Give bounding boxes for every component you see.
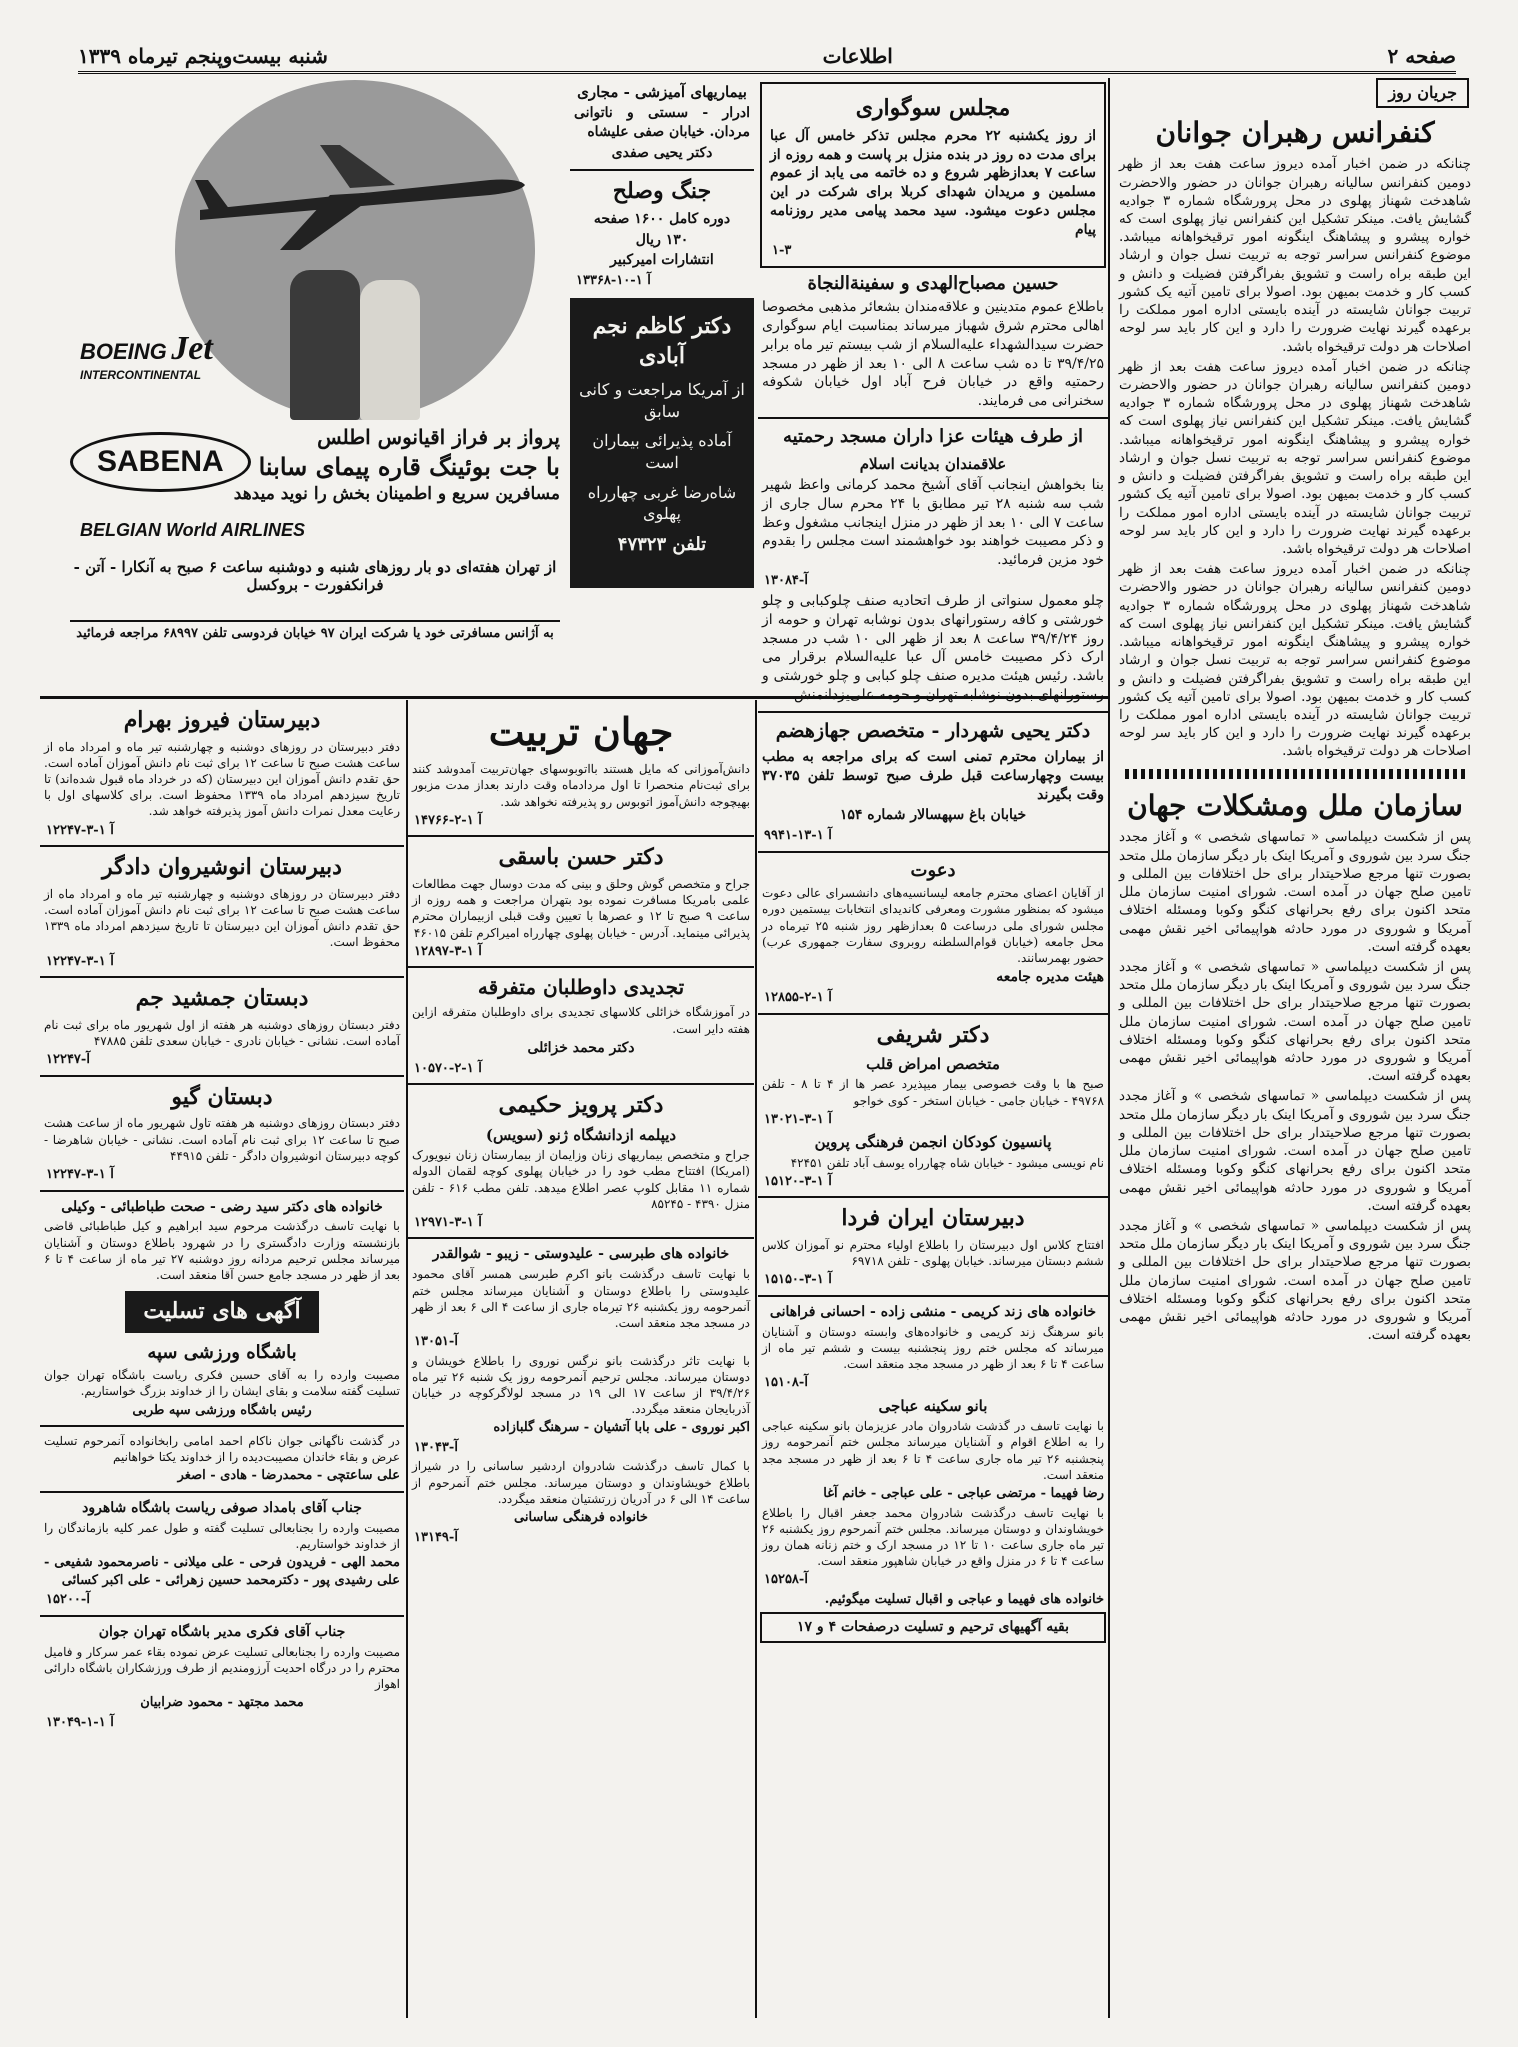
book-body: دوره کامل ۱۶۰۰ صفحه bbox=[593, 210, 731, 227]
notice-body: با نهایت تاسف درگذشت مرحوم سید ابراهیم و کیل طباطبائی قاضی بازنشسته وزارت دادگستری را در شهرود باطلاع دوستان و آشنایان میرساند مجلس ترحیم مردانه روز دوشنبه ۲۷ تیر ماه از ساعت ۴ تا ۶ بعد از ظهر در مسجد جامع حسن آقا منعقد است. bbox=[44, 1219, 401, 1283]
ad-ref: ۱۲۲۴۷-آ ۱-۳ bbox=[46, 1167, 114, 1183]
ad-ref: ۱۰۵۷۰-آ ۱-۲ bbox=[414, 1060, 482, 1076]
notice-body: مصیبت وارده را بجنابعالی تسلیت عرض نموده بقاء عمر سرکار و فامیل محترم را در درگاه احدیت آرزومندیم از طرف ورزشکاران باشگاه دارائی اهواز bbox=[44, 1644, 401, 1692]
ad-body: نام نویسی میشود - خیابان شاه چهارراه یوسف آباد تلفن ۴۲۴۵۱ bbox=[790, 1155, 1104, 1170]
notice-signer: خانواده فرهنگی ساسانی bbox=[514, 1510, 648, 1526]
notice-title: جناب آقای فکری مدیر باشگاه تهران جوان bbox=[98, 1623, 346, 1640]
notice-title: از طرف هیئات عزا داران مسجد رحمتیه bbox=[782, 426, 1084, 448]
ornament-divider bbox=[1125, 769, 1465, 779]
divider bbox=[40, 1425, 404, 1427]
ad-title: پانسیون کودکان انجمن فرهنگی پروین bbox=[814, 1133, 1052, 1152]
notice-signer: خانواده های فهیما و عباجی و اقبال تسلیت میگوئیم. bbox=[824, 1591, 1104, 1607]
article-body: پس از شکست دیپلماسی « تماسهای شخصی » و آغاز مجدد جنگ سرد بین شوروی و آمریکا اینک بار دیگر سازمان ملل متحد بصورت تنها مرجع صلاحیتدار برای حل اختلافات بین المللی و تامین صلح جهان در آمده است. شورای امنیت سازمان ملل متحد اکنون برای رفع بحرانهای کنگو وکوبا ومسئله اختلاف آمریکا و شوروی در مورد حادثه هواپیمائی اخیر نقش مهمی بعهده گرفته است. bbox=[1119, 829, 1471, 955]
notice-body: با نهایت تاسف درگذشت شادروان محمد جعفر اقبال را باطلاع خویشاوندان و دوستان میرساند. مجلس ختم آنمرحوم روز یکشنبه ۲۶ تیر ماه جاری ساعت ۱۰ تا ۱۲ در مسجد ارک و ختم زنانه همان روز ساعت ۴ تا ۶ در منزل واقع در خیابان شاهپور منعقد است. bbox=[762, 1505, 1104, 1569]
ad-ref: ۱۲۸۹۷-آ ۱-۳ bbox=[414, 943, 482, 959]
notice-body: با نهایت تاسف در گذشت شادروان مادر عزیزمان بانو سکینه عباجی را به اطلاع اقوام و آشنایان میرساند مجلس ختم آنمرحومه روز پنجشنبه ۲۶ تیر ماه جاری ساعت ۴ تا ۶ بعد از ظهر در مسجد مجد منعقد است. bbox=[762, 1419, 1105, 1482]
ad-body: جراح و متخصص گوش وحلق و بینی که مدت دوسال جهت مطالعات علمی بامریکا مسافرت نموده بود بتهران مراجعت و همه روزه از ساعت ۹ صبح تا ۱۲ و عصرها با تعیین وقت قبلی ازبیماران محترم پذیرائی مینماید. آدرس - خیابان پهلوی چهارراه امیراکرم تلفن ۴۶۰۱۵ bbox=[412, 877, 750, 940]
divider bbox=[758, 851, 1108, 853]
ad-body: دانش‌آموزانی که مایل هستند بااتوبوسهای جهان‌تربیت آمدوشد کنند برای ثبت‌نام منحصرا تا اول مردادماه وقت دارند بعداز مدت مزبور بهیچوجه دانش‌آموز اتوبوس رو پذیرفته نخواهد شد. bbox=[412, 762, 750, 809]
ad-line: شاه‌رضا غربی چهارراه پهلوی bbox=[587, 482, 737, 524]
notice-signer: هیئت مدیره جامعه bbox=[996, 969, 1104, 986]
ad-subtitle: دیپلمه ازدانشگاه ژنو (سویس) bbox=[485, 1125, 677, 1144]
column-2 bbox=[758, 78, 1108, 2013]
notice-body: مصیبت وارده را بجنابعالی تسلیت گفته و طول عمر کلیه بازماندگان را از خداوند خواستاریم. bbox=[44, 1520, 400, 1552]
section-label: جریان روز bbox=[1376, 78, 1469, 108]
ad-ref: ۹۹۴۱-آ ۱-۱۳ bbox=[764, 828, 832, 844]
ad-line: از آمریکا مراجعت و کانی سابق bbox=[579, 380, 745, 421]
ad-title: بیماریهای آمیزشی - مجاری bbox=[577, 83, 747, 101]
ad-title: دبیرستان انوشیروان دادگر bbox=[102, 854, 342, 881]
divider bbox=[408, 966, 754, 968]
notice-ref: ۱۵۲۰۰-آ bbox=[46, 1592, 90, 1608]
notice-body: با کمال تاسف درگذشت شادروان اردشیر ساسانی را در شیراز باطلاع خویشاوندان و دوستان میرساند. مجلس ختم آنمرحوم از ساعت ۱۴ الی ۶ در آدریان زرتشتیان منعقد میگردد. bbox=[412, 1459, 750, 1506]
ad-title: دکتر پرویز حکیمی bbox=[498, 1092, 664, 1119]
notice-signers: اکبر نوروی - علی بابا آتشیان - سرهنگ گلبازاده bbox=[493, 1420, 750, 1436]
divider bbox=[758, 417, 1108, 419]
notice-signers: رضا فهیما - مرتضی عباجی - علی عباجی - خانم آغا bbox=[823, 1485, 1104, 1501]
notice-ref: ۱۳۱۴۹-آ bbox=[414, 1529, 458, 1545]
ad-ref: ۱۲۲۴۷-آ bbox=[46, 1052, 90, 1068]
notice-ref: ۱۲۸۵۵-آ ۱-۲ bbox=[764, 989, 832, 1005]
notice-signer: رئیس باشگاه ورزشی سپه طربی bbox=[132, 1402, 312, 1418]
column-5 bbox=[40, 700, 404, 2018]
newspaper-name: اطلاعات bbox=[822, 43, 893, 68]
article-body: پس از شکست دیپلماسی « تماسهای شخصی » و آغاز مجدد جنگ سرد بین شوروی و آمریکا اینک بار دیگر سازمان ملل متحد بصورت تنها مرجع صلاحیتدار برای حل اختلافات بین المللی و تامین صلح جهان در آمده است. شورای امنیت سازمان ملل متحد اکنون برای رفع بحرانهای کنگو وکوبا ومسئله اختلاف آمریکا و شوروی در مورد حادثه هواپیمائی اخیر نقش مهمی بعهده گرفته است. bbox=[1119, 958, 1471, 1085]
divider bbox=[40, 1615, 404, 1617]
notice-signers: محمد مجتهد - محمود ضرابیان bbox=[140, 1695, 304, 1711]
ad-name: دکتر یحیی صفدی bbox=[611, 145, 713, 162]
notice-title: جناب آقای بامداد صوفی ریاست باشگاه شاهرود bbox=[82, 1500, 362, 1517]
ad-title: دکتر کاظم نجم آبادی bbox=[592, 312, 732, 369]
notice-body: باطلاع عموم متدینین و علاقه‌مندان بشعائر مذهبی مخصوصا اهالی محترم شرق شهباز میرساند بمناسبت ایام سوگواری حضرت سیدالشهداء علیه‌السلام از شب بیستم تیر ماه برابر ۳۹/۴/۲۵ تا ده شب ساعت ۸ الی ۱۰ بعد از ظهر در مسجد رحمتیه واقع در خیابان فرح آباد اول خیابان شکوفه سخنرانی می فرمایند. bbox=[762, 298, 1104, 410]
notice-ref: ۱-۳ bbox=[772, 243, 792, 259]
notice-ref: ۱۳۰۸۴-آ bbox=[764, 573, 808, 589]
notice-title: باشگاه ورزشی سپه bbox=[147, 1341, 297, 1363]
article-body: چنانکه در ضمن اخبار آمده دیروز ساعت هفت بعد از ظهر دومین کنفرانس سالیانه رهبران جوانان در حضور والاحضرت شاهدخت شهناز پهلوی در محل پرورشگاه شماره ۳ جوادیه گشایش یافت. مینکر تشکیل این کنفرانس نیاز پهلوی است که خواره پیشرو و پیشاهنگ اینگونه امور ترقیخواهانه میباشد. موضوع کنفرانس سراسر توجه به تربیت نسل جوان و ارشاد این طبقه براه راست و تشویق بفراگرفتن فضیلت و دانش و کسب کار و خدمت بمیهن بود. اصولا برای تامین آتیه یک کشور تربیت جوانان شایسته در آینده بایستی اداره امور مملکت را برعهده گیرند نهایت ضرورت را دارد و این کار باید سر لوحه اصلاحات هر دولت ترقیخواه باشد. bbox=[1119, 561, 1471, 760]
article-body: پس از شکست دیپلماسی « تماسهای شخصی » و آغاز مجدد جنگ سرد بین شوروی و آمریکا اینک بار دیگر سازمان ملل متحد بصورت تنها مرجع صلاحیتدار برای حل اختلافات بین المللی و تامین صلح جهان در آمده است. شورای امنیت سازمان ملل متحد اکنون برای رفع بحرانهای کنگو وکوبا ومسئله اختلاف آمریکا و شوروی در مورد حادثه هواپیمائی اخیر نقش مهمی بعهده گرفته است. bbox=[1119, 1088, 1471, 1214]
divider bbox=[758, 1295, 1108, 1297]
ad-body: در آموزشگاه خزائلی کلاسهای تجدیدی برای داوطلبان متفرقه ازاین هفته دایر است. bbox=[412, 1005, 750, 1036]
ad-body: دفتر دبستان روزهای دوشنبه هر هفته تاول شهریور ماه از ساعت هشت صبح تا ساعت ۱۲ برای ثبت نام آماده است. نشانی - خیابان شاهرضا - کوچه دبیرستان انوشیروان دادگر - تلفن ۴۴۹۱۵ bbox=[44, 1116, 400, 1163]
ad-ref: ۱۴۷۶۶-آ ۱-۲ bbox=[414, 812, 482, 828]
passenger-figure bbox=[290, 270, 360, 420]
ad-body: افتتاح کلاس اول دبیرستان را باطلاع اولیاء محترم نو آموزان کلاس ششم دبستان میرساند. خیابان پهلوی - تلفن ۶۹۷۱۸ bbox=[762, 1238, 1104, 1269]
boeing-text: BOEING bbox=[80, 339, 167, 364]
notice-title: خانواده های دکتر سید رضی - صحت طباطبائی - وکیلی bbox=[61, 1198, 383, 1215]
notice-body: با نهایت تاسف درگذشت بانو اکرم طبرسی همسر آقای محمود علیدوستی را باطلاع دوستان و آشنایان میرساند مجلس ختم آنمرحومه روز یکشنبه ۲۶ تیرماه جاری از ساعت ۴ الی ۶ بعد از ظهر در مسجد مجد منعقد است. bbox=[412, 1267, 751, 1330]
boeing-logo bbox=[80, 330, 213, 382]
notice-body: در گذشت ناگهانی جوان ناکام احمد امامی رابخانواده آنمرحوم تسلیت عرض و بقاء خاندان مصیبت‌دیده را از خداوند یکتا خواهانیم bbox=[44, 1434, 400, 1465]
book-publisher: انتشارات امیرکبیر bbox=[610, 252, 714, 269]
divider bbox=[40, 1190, 404, 1192]
divider bbox=[758, 1196, 1108, 1198]
column-divider bbox=[1108, 78, 1110, 2018]
ad-schedule: از تهران هفته‌ای دو بار روزهای شنبه و دوشنبه ساعت ۶ صبح به آنکارا - آتن - فرانکفورت - بروکسل bbox=[73, 558, 557, 594]
notice-body: از روز یکشنبه ۲۲ محرم مجلس تذکر خامس آل عبا برای مدت ده روز در بنده منزل بر پاست و همه روزه از ساعت ۷ بعدازظهر شروع و ده خاتمه می یابد از عموم مسلمین و مریدان شهدای کربلا برای شرکت در این مجلس دعوت میشود. سید محمد پیامی مدیر روزنامه پیام bbox=[770, 127, 1096, 239]
book-price: ۱۳۰ ریال bbox=[635, 231, 689, 248]
ad-name: دکتر محمد خزائلی bbox=[527, 1039, 635, 1056]
sabena-logo bbox=[70, 432, 251, 492]
notice-title: بانو سکینه عباجی bbox=[878, 1396, 988, 1415]
ad-ref: ۱۲۹۷۱-آ ۱-۳ bbox=[414, 1214, 482, 1230]
book-title: جنگ وصلح bbox=[612, 177, 712, 204]
notice-body: بانو سرهنگ زند کریمی و خانواده‌های وابسته دوستان و آشنایان میرساند که مجلس ختم روز پنجشنبه بیست و ششم تیر ماه از ساعت ۴ تا ۶ بعد از ظهر در مسجد مجد منعقد است. bbox=[762, 1324, 1105, 1372]
ad-title: دبیرستان ایران فردا bbox=[841, 1205, 1025, 1232]
ad-body: از بیماران محترم تمنی است که برای مراجعه به مطب بیست وچهارساعت قبل طرف صبح توسط تلفن ۳۷۰۳۵ وقت بگیرند bbox=[762, 748, 1104, 803]
ad-body: صبح ها با وقت خصوصی بیمار میپذیرد عصر ها از ۴ تا ۸ - تلفن ۴۹۷۶۸ - خیابان جامی - خیابان استخر - کوی خواجو bbox=[762, 1077, 1104, 1108]
ad-body: دفتر دبیرستان در روزهای دوشنبه و چهارشنبه تیر ماه و امرداد ماه از ساعت هشت صبح تا ساعت ۱۲ برای ثبت نام دانش آموزان آماده است. حق تقدم دانش آموزان این دبیرستان (که در خرداد ماه قبول شده‌اند) تا تاریخ سیزدهم امرداد ماه ۱۳۳۹ محفوظ است. برای کلاسهای اول با رعایت معدل نمرات دانش آموز پذیرفته خواهد شد. bbox=[44, 739, 401, 819]
notice-title: خانواده های زند کریمی - منشی زاده - احسانی فراهانی bbox=[769, 1303, 1097, 1320]
ad-body: ادرار - سستی و ناتوانی مردان. خیابان صفی علیشاه bbox=[574, 105, 750, 141]
ad-headline: مسافرین سریع و اطمینان بخش را نوید میدهد bbox=[233, 484, 560, 504]
divider bbox=[408, 1237, 754, 1239]
ad-title: تجدیدی داوطلبان متفرقه bbox=[477, 975, 685, 1000]
article-body: پس از شکست دیپلماسی « تماسهای شخصی » و آغاز مجدد جنگ سرد بین شوروی و آمریکا اینک بار دیگر سازمان ملل متحد بصورت تنها مرجع صلاحیتدار برای حل اختلافات بین المللی و تامین صلح جهان در آمده است. شورای امنیت سازمان ملل متحد اکنون برای رفع بحرانهای کنگو وکوبا ومسئله اختلاف آمریکا و شوروی در مورد حادثه هواپیمائی اخیر نقش مهمی بعهده گرفته است. bbox=[1119, 1218, 1471, 1344]
ad-line: تلفن ۴۷۳۲۳ bbox=[617, 533, 707, 555]
jet-text: Jet bbox=[171, 330, 213, 367]
page-header bbox=[78, 40, 1456, 74]
book-ref: ۱۳۳۶۸-آ ۱-۱۰ bbox=[576, 273, 651, 289]
condolence-banner: آگهی های تسلیت bbox=[125, 1291, 318, 1333]
divider bbox=[40, 976, 404, 978]
page-number: صفحه ۲ bbox=[1387, 43, 1456, 68]
divider bbox=[40, 1491, 404, 1493]
ad-subtitle: متخصص امراض قلب bbox=[866, 1055, 1000, 1074]
ad-title: دکتر حسن باسقی bbox=[498, 844, 664, 871]
footer-note bbox=[760, 1612, 1106, 1643]
notice-subtitle: علاقمندان بدیانت اسلام bbox=[859, 454, 1007, 473]
article-body: چنانکه در ضمن اخبار آمده دیروز ساعت هفت بعد از ظهر دومین کنفرانس سالیانه رهبران جوانان در حضور والاحضرت شاهدخت شهناز پهلوی در محل پرورشگاه شماره ۳ جوادیه گشایش یافت. مینکر تشکیل این کنفرانس نیاز پهلوی است که خواره پیشرو و پیشاهنگ اینگونه امور ترقیخواهانه میباشد. موضوع کنفرانس سراسر توجه به تربیت نسل جوان و ارشاد این طبقه براه راست و تشویق بفراگرفتن فضیلت و دانش و کسب کار و خدمت بمیهن بود. اصولا برای تامین آتیه یک کشور تربیت جوانان شایسته در آینده بایستی اداره امور مملکت را برعهده گیرند نهایت ضرورت را دارد و این کار باید سر لوحه اصلاحات هر دولت ترقیخواه باشد. bbox=[1119, 156, 1471, 355]
airplane-icon bbox=[190, 140, 530, 260]
right-column bbox=[1115, 78, 1475, 2008]
intercontinental-text: INTERCONTINENTAL bbox=[80, 368, 202, 382]
ad-ref: ۱۲۲۴۷-آ ۱-۳ bbox=[46, 822, 114, 838]
footer-text: بقیه آگهیهای ترحیم و تسلیت درصفحات ۴ و ۱۷ bbox=[797, 1619, 1069, 1636]
ad-title: دبستان گیو bbox=[171, 1083, 273, 1110]
ad-body: دفتر دبیرستان در روزهای دوشنبه و چهارشنبه تیر ماه و امرداد ماه از ساعت هشت صبح تا ساعت ۱۲ برای ثبت نام دانش آموزان آماده است. حق تقدم دانش آموزان این دبیرستان تا تاریخ سیزدهم امرداد ماه ۱۳۳۹ محفوظ است. bbox=[44, 886, 401, 950]
issue-date: شنبه بیست‌وپنجم تیرماه ۱۳۳۹ bbox=[78, 43, 328, 68]
notice-signers: علی ساعتچی - محمدرضا - هادی - اصغر bbox=[177, 1468, 400, 1484]
ad-line: آماده پذیرائی بیماران است bbox=[592, 431, 732, 472]
notice-ref: ۱۳۰۴۳-آ bbox=[414, 1439, 458, 1455]
ad-body: جراح و متخصص بیماریهای زنان وزایمان از بیمارستان زنان نیویورک (امریکا) افتتاح مطب خود را در خیابان پهلوی کوچه لقمان الدوله شماره ۱۱ مقابل کلوپ عصر اطلاع میدهد. تلفن مطب ۶۱۶ - تلفن منزل ۴۳۹۰ - ۸۵۲۴۵ bbox=[412, 1148, 751, 1211]
divider bbox=[408, 835, 754, 837]
article-title: کنفرانس رهبران جوانان bbox=[1155, 115, 1435, 149]
ad-title: دبستان جمشید جم bbox=[135, 985, 309, 1012]
ad-ref: ۱۵۱۲۰-آ ۱-۳ bbox=[764, 1173, 832, 1189]
ad-agency: به آژانس مسافرتی خود یا شرکت ایران ۹۷ خیابان فردوسی تلفن ۶۸۹۹۷ مراجعه فرمائید bbox=[70, 620, 560, 641]
divider bbox=[40, 1075, 404, 1077]
ad-headline: با جت بوئینگ قاره پیمای سابنا bbox=[258, 452, 560, 481]
ad-title: دبیرستان فیروز بهرام bbox=[123, 707, 321, 733]
notice-ref: ۱۵۱۰۸-آ bbox=[764, 1375, 808, 1391]
passenger-figure bbox=[360, 280, 420, 420]
ad-ref: ۱۲۲۴۷-آ ۱-۳ bbox=[46, 953, 114, 969]
notice-title: دعوت bbox=[910, 859, 956, 881]
ad-title: دکتر شریفی bbox=[876, 1021, 990, 1048]
ad-title: جهان تربیت bbox=[488, 709, 674, 754]
column-3 bbox=[570, 78, 754, 693]
column-4 bbox=[408, 700, 754, 2018]
divider bbox=[758, 711, 1108, 713]
sabena-ad bbox=[60, 80, 565, 690]
airline-name: BELGIAN World AIRLINES bbox=[80, 520, 305, 540]
notice-ref: ۱۵۲۵۸-آ bbox=[764, 1572, 808, 1588]
notice-body: با نهایت تاثر درگذشت بانو نرگس نوروی را باطلاع خویشان و دوستان میرساند. مجلس ترحیم آنمرحومه روز یک شنبه ۲۶ تیر ماه ۳۹/۴/۲۶ از ساعت ۱۷ الی ۱۹ در مسجد لولاگرکوچه در خیابان آذربایجان منعقد میگردد. bbox=[412, 1353, 751, 1417]
divider bbox=[408, 1083, 754, 1085]
notice-body: مصیبت وارده را به آقای حسین فکری ریاست باشگاه تهران جوان تسلیت گفته سلامت و بقای ایشان را از خداوند بزرگ خواستاریم. bbox=[44, 1368, 400, 1399]
divider bbox=[758, 1013, 1108, 1015]
notice-body: چلو معمول سنواتی از طرف اتحادیه صنف چلوکبابی و چلو خورشتی و کافه رستورانهای بدون نوشابه تهران و حومه از روز ۳۹/۴/۲۴ ساعت ۸ بعد از ظهر الی ۱۰ شب در مسجد ارک ذکر مصیبت خامس آل عبا علیه‌السلام برقرار می باشد. رئیس هیئت مدیره صنف چلو کبابی و چلو خورشتی و رستورانهای بدون نوشابه تهران و حومه علی‌یزدانمنش bbox=[762, 592, 1105, 704]
notice-body: از آقایان اعضای محترم جامعه لیسانسیه‌های دانشسرای عالی دعوت میشود که بمنظور مشورت ومعرفی کاندیدای انتخابات بیستمین دوره مجلس شورای ملی درساعت ۵ بعدازظهر روز شنبه ۲۵ تیرماه در محل جامعه (خیابان قوام‌السلطنه روبروی سفارت جمهوری عرب) حضور بهمرسانند. bbox=[762, 886, 1104, 965]
column-divider bbox=[755, 700, 757, 2018]
sabena-brand: SABENA bbox=[70, 432, 251, 492]
notice-title: مجلس سوگواری bbox=[855, 95, 1011, 121]
notice-title: حسین مصباح‌الهدی و سفینةالنجاة bbox=[807, 272, 1059, 294]
divider bbox=[40, 845, 404, 847]
ad-ref: ۱۵۱۵۰-آ ۱-۳ bbox=[764, 1272, 832, 1288]
notice-title: خانواده های طبرسی - علیدوستی - زیبو - شوالقدر bbox=[432, 1246, 730, 1263]
notice-body: بنا بخواهش اینجانب آقای آشیخ محمد کرمانی واعظ شهیر شب سه شنبه ۲۸ تیر مطابق با ۲۴ محرم سال جاری از ساعت ۷ الی ۱۰ بعد از ظهر در منزل اینجانب مشغول وعظ و ذکر مصیبت خواهند بود خواهشمند است مجلس را بقدوم خود مزین فرمائید. bbox=[762, 476, 1104, 569]
article-body: چنانکه در ضمن اخبار آمده دیروز ساعت هفت بعد از ظهر دومین کنفرانس سالیانه رهبران جوانان در حضور والاحضرت شاهدخت شهناز پهلوی در محل پرورشگاه شماره ۳ جوادیه گشایش یافت. مینکر تشکیل این کنفرانس نیاز پهلوی است که خواره پیشرو و پیشاهنگ اینگونه امور ترقیخواهانه میباشد. موضوع کنفرانس سراسر توجه به تربیت نسل جوان و ارشاد این طبقه براه راست و تشویق بفراگرفتن فضیلت و دانش و کسب کار و خدمت بمیهن بود. اصولا برای تامین آتیه یک کشور تربیت جوانان شایسته در آینده بایستی اداره امور مملکت را برعهده گیرند نهایت ضرورت را دارد و این کار باید سر لوحه اصلاحات هر دولت ترقیخواه باشد. bbox=[1119, 358, 1471, 557]
ad-title: دکتر یحیی شهردار - متخصص جهازهضم bbox=[775, 720, 1091, 743]
najmabadi-ad bbox=[570, 298, 754, 588]
ad-headline: پرواز بر فراز اقیانوس اطلس bbox=[317, 425, 560, 449]
mourning-notice bbox=[760, 82, 1106, 268]
ad-ref: ۱۳۰۲۱-آ ۱-۳ bbox=[764, 1111, 832, 1127]
ad-address: خیابان باغ سپهسالار شماره ۱۵۴ bbox=[839, 807, 1027, 824]
notice-ref: ۱۳۰۴۹-آ ۱-۱ bbox=[46, 1714, 114, 1730]
notice-ref: ۱۳۰۵۱-آ bbox=[414, 1334, 458, 1350]
ad-body: دفتر دبستان روزهای دوشنبه هر هفته از اول شهریور ماه برای ثبت نام آماده است. نشانی - خیابان نادری - خیابان سعدی تلفن ۴۷۸۸۵ bbox=[44, 1017, 400, 1049]
divider bbox=[570, 169, 754, 171]
article-title: سازمان ملل ومشکلات جهان bbox=[1127, 788, 1463, 822]
notice-signers: محمد الهی - فریدون فرحی - علی میلانی - ناصرمحمود شفیعی - علی رشیدی پور - دکترمحمد حسین زهرائی - علی اکبر کسائی bbox=[44, 1555, 400, 1588]
